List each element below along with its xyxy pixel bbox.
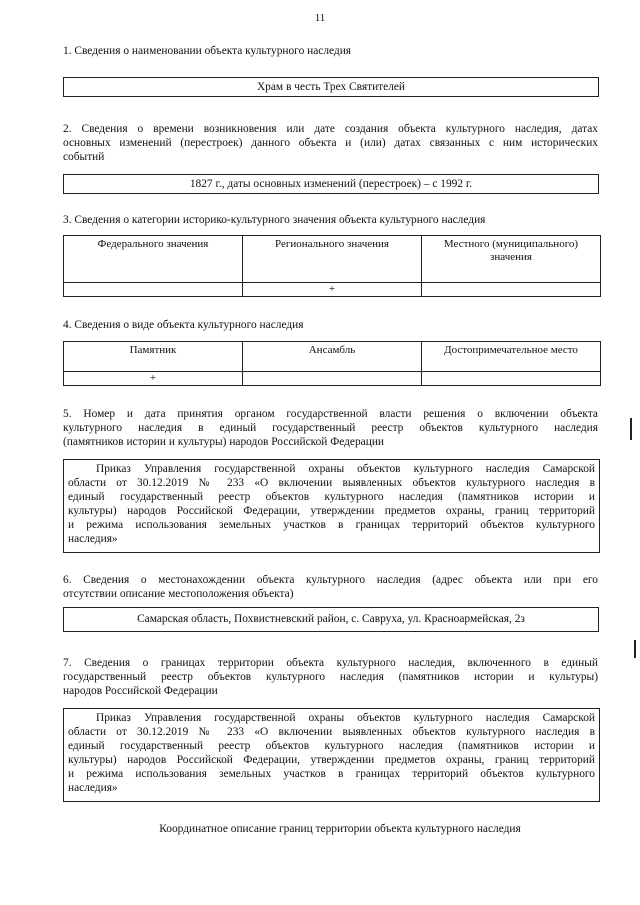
- section-1-heading: 1. Сведения о наименовании объекта культурного наследия: [63, 45, 352, 57]
- section-5-heading-line: культурного наследия в единый государственный реестр объектов культурного наследия: [63, 422, 598, 434]
- type-table: [63, 341, 601, 386]
- decision-line: области от 30.12.2019 № 233 «О включении выявленных объектов культурного наследия в: [68, 477, 595, 489]
- section-2-heading-line: 2. Сведения о времени возникновения или дате создания объекта культурного наследия, датах: [63, 123, 598, 135]
- section-6-heading: [63, 573, 598, 601]
- boundaries-line: единый государственный реестр объектов культурного наследия (памятников истории и: [68, 740, 595, 752]
- type-ensemble-label: Ансамбль: [243, 342, 422, 372]
- boundaries-line: [68, 711, 595, 725]
- section-4-heading: 4. Сведения о виде объекта культурного наследия: [63, 319, 304, 331]
- section-7-heading: [63, 656, 598, 698]
- section-5-heading: [63, 407, 598, 449]
- dates-value: 1827 г., даты основных изменений (перестроек) – с 1992 г.: [189, 178, 473, 190]
- boundaries-line: наследия»: [68, 782, 118, 794]
- section-6-heading-line: отсутствии описание местоположения объекта): [63, 588, 294, 600]
- type-landmark-label: Достопримечательное место: [422, 342, 601, 372]
- scan-edge-mark: [630, 418, 632, 440]
- section-2-value-box: [63, 174, 599, 194]
- type-ensemble-mark: [243, 372, 422, 386]
- section-2-heading-line: событий: [63, 151, 105, 163]
- section-6-address-box: [63, 607, 599, 632]
- section-1-value-box: [63, 77, 599, 97]
- section-7-heading-line: народов Российской Федерации: [63, 685, 218, 697]
- decision-line: единый государственный реестр объектов культурного наследия (памятников истории и: [68, 491, 595, 503]
- type-monument-mark: +: [64, 372, 243, 386]
- category-table: [63, 235, 601, 297]
- section-2-heading: [63, 122, 598, 164]
- category-federal-mark: [64, 283, 243, 297]
- section-3-heading: 3. Сведения о категории историко-культурного значения объекта культурного наследия: [63, 214, 486, 226]
- category-regional-mark: +: [243, 283, 422, 297]
- section-5-heading-line: (памятников истории и культуры) народов Российской Федерации: [63, 436, 385, 448]
- boundaries-line: и режима использования земельных участков в границах территорий объектов культурного: [68, 768, 595, 780]
- section-2-heading-line: основных изменений (перестроек) данного объекта и (или) датах связанных с ним исторических: [63, 137, 598, 149]
- scan-edge-mark: [634, 640, 636, 658]
- page-number: 11: [314, 12, 326, 24]
- boundaries-line-text: Приказ Управления государственной охраны объектов культурного наследия Самарской: [96, 712, 595, 724]
- type-landmark-mark: [422, 372, 601, 386]
- decision-line: и режима использования земельных участков в границах территорий объектов культурного: [68, 519, 595, 531]
- section-5-heading-line: 5. Номер и дата принятия органом государственной власти решения о включении объекта: [63, 408, 598, 420]
- category-local-mark: [422, 283, 601, 297]
- boundaries-line: культуры) народов Российской Федерации, утверждении предметов охраны, границ территорий: [68, 754, 595, 766]
- section-6-heading-line: 6. Сведения о местонахождении объекта культурного наследия (адрес объекта или при его: [63, 574, 598, 586]
- category-local-label: Местного (муниципального) значения: [422, 236, 601, 283]
- decision-line: культуры) народов Российской Федерации, утверждении предметов охраны, границ территорий: [68, 505, 595, 517]
- type-monument-label: Памятник: [64, 342, 243, 372]
- section-7-heading-line: 7. Сведения о границах территории объекта культурного наследия, включенного в единый: [63, 657, 598, 669]
- section-5-decision-box: [63, 459, 600, 553]
- section-7-heading-line: государственный реестр объектов культурного наследия (памятников истории и культуры): [63, 671, 598, 683]
- category-regional-label: Регионального значения: [243, 236, 422, 283]
- address-value: Самарская область, Похвистневский район, с. Савруха, ул. Красноармейская, 2з: [137, 613, 525, 625]
- category-federal-label: Федерального значения: [64, 236, 243, 283]
- decision-line: [68, 462, 595, 476]
- decision-line-text: Приказ Управления государственной охраны объектов культурного наследия Самарской: [96, 463, 595, 475]
- section-7-boundaries-box: [63, 708, 600, 802]
- coordinates-heading: Координатное описание границ территории объекта культурного наследия: [159, 823, 521, 835]
- boundaries-line: области от 30.12.2019 № 233 «О включении выявленных объектов культурного наследия в: [68, 726, 595, 738]
- decision-line: наследия»: [68, 533, 118, 545]
- object-name: Храм в честь Трех Святителей: [256, 81, 406, 93]
